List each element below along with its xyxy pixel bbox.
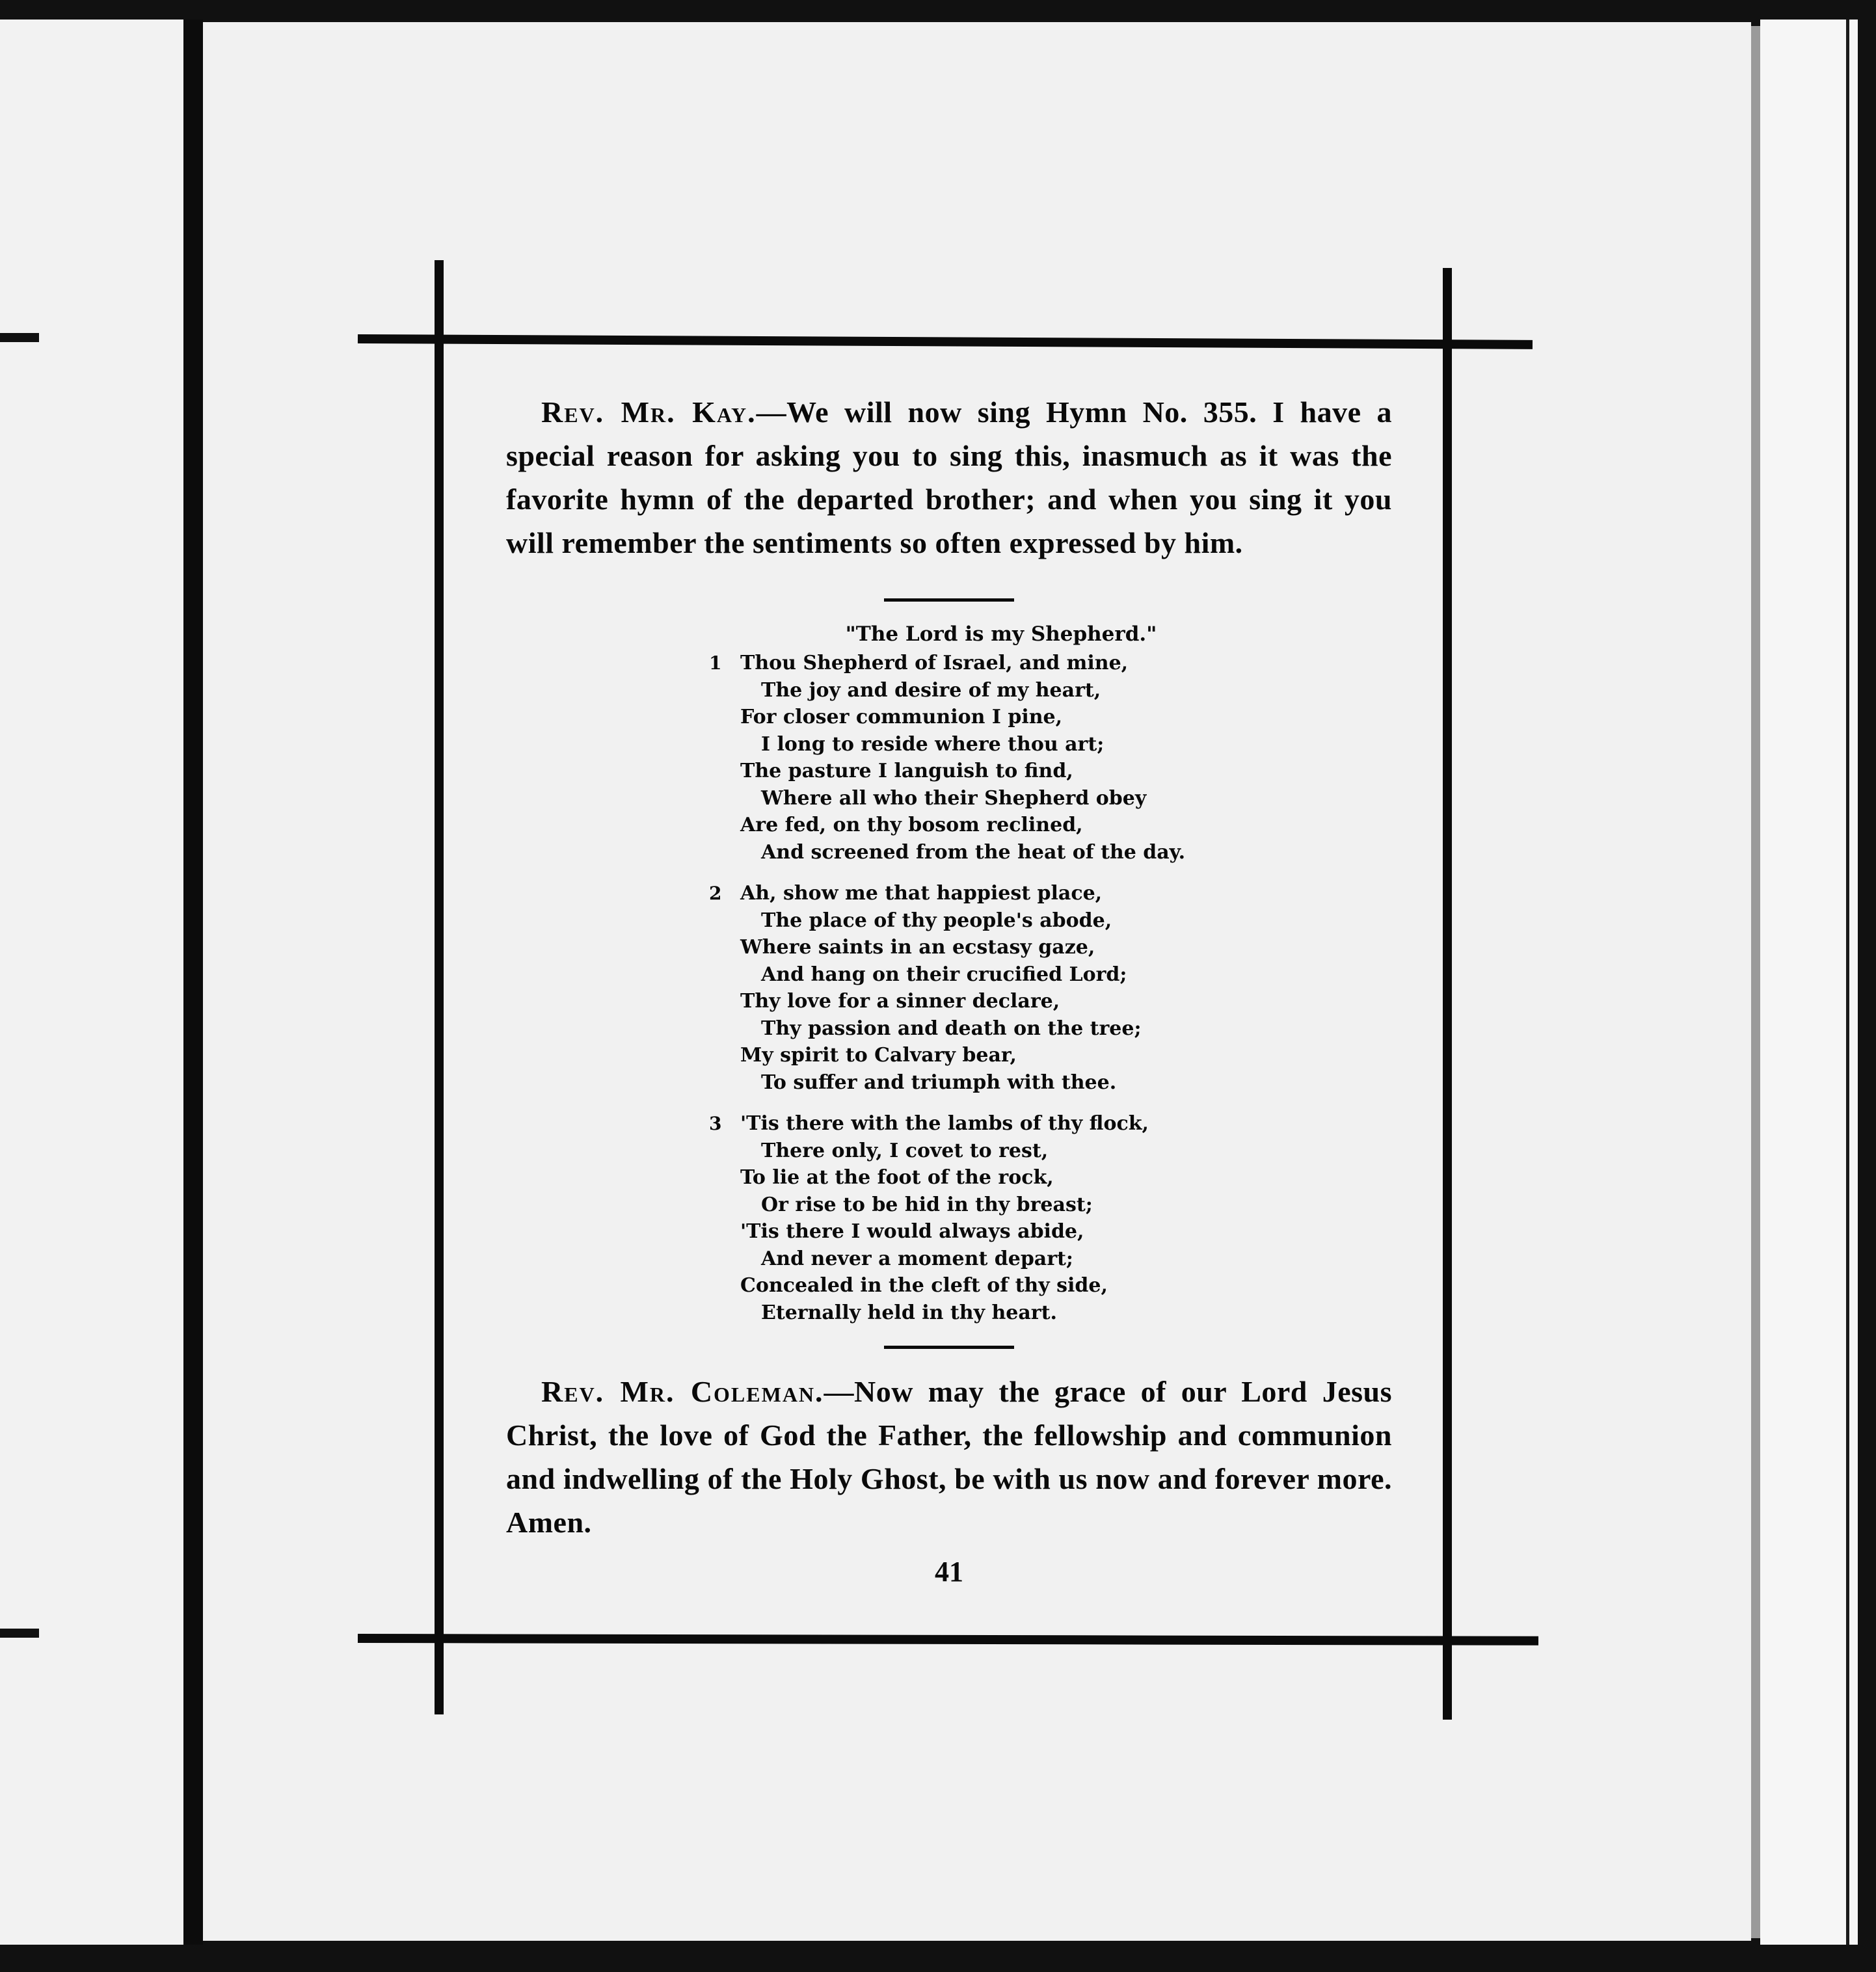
hymn-line: Ah, show me that happiest place, bbox=[740, 882, 1103, 905]
intro-paragraph bbox=[506, 390, 1392, 565]
hymn-stanza bbox=[709, 1110, 1392, 1326]
far-right-edge-line bbox=[1846, 20, 1849, 1945]
hymn-title: "The Lord is my Shepherd." bbox=[845, 622, 1157, 646]
left-page-rule bbox=[0, 333, 39, 342]
hymn-line: Eternally held in thy heart. bbox=[761, 1301, 1057, 1324]
hymn-line: Where all who their Shepherd obey bbox=[761, 786, 1147, 810]
far-right-strip bbox=[1760, 20, 1858, 1945]
hymn-stanza bbox=[709, 880, 1392, 1096]
hymn-line: My spirit to Calvary bear, bbox=[740, 1044, 1017, 1067]
hymn-line: And screened from the heat of the day. bbox=[761, 840, 1186, 864]
page-number: 41 bbox=[935, 1556, 963, 1588]
book-gutter bbox=[183, 20, 203, 1945]
hymn-line: Or rise to be hid in thy breast; bbox=[761, 1193, 1093, 1216]
hymn-line: The place of thy people's abode, bbox=[761, 909, 1112, 932]
speaker-name: Rev. Mr. Coleman. bbox=[541, 1375, 824, 1408]
closing-text: —Now may the grace of our Lord Jesus Christ, the love of God the Father, the fellowship and communion and indwelling of the Holy Ghost, be with us now and forever more. Amen. bbox=[506, 1375, 1392, 1539]
stanza-number: 1 bbox=[709, 652, 722, 674]
page-content bbox=[506, 390, 1392, 1588]
intro-text: —We will now sing Hymn No. 355. I have a special reason for asking you to sing this, inasmuch as it was the favorite hymn of the departed brother; and when you sing it you will remember the sentiments so often expressed by him. bbox=[506, 395, 1392, 559]
hymn-line: Thy love for a sinner declare, bbox=[740, 990, 1060, 1013]
hymn-line: Concealed in the cleft of thy side, bbox=[740, 1274, 1108, 1297]
left-page-rule bbox=[0, 1629, 39, 1638]
hymn-line: For closer communion I pine, bbox=[740, 706, 1063, 728]
hymn-line: The joy and desire of my heart, bbox=[761, 678, 1101, 702]
hymn-line: I long to reside where thou art; bbox=[761, 732, 1105, 756]
stanza-number: 2 bbox=[709, 883, 722, 904]
hymn-line: Are fed, on thy bosom reclined, bbox=[740, 814, 1083, 836]
hymn-line: Thou Shepherd of Israel, and mine, bbox=[740, 652, 1129, 674]
hymn-line: And hang on their crucified Lord; bbox=[761, 963, 1127, 986]
hymn-line: Where saints in an ecstasy gaze, bbox=[740, 936, 1095, 959]
frame-left-rule bbox=[435, 260, 444, 1714]
hymn-line: 'Tis there with the lambs of thy flock, bbox=[740, 1112, 1149, 1135]
hymn-line: And never a moment depart; bbox=[761, 1247, 1073, 1270]
hymn-line: 'Tis there I would always abide, bbox=[740, 1220, 1084, 1243]
page-edge-shadow bbox=[1751, 26, 1760, 1938]
hymn-line: Thy passion and death on the tree; bbox=[761, 1017, 1142, 1040]
hymn-line: To lie at the foot of the rock, bbox=[740, 1166, 1054, 1189]
section-divider bbox=[884, 598, 1014, 602]
frame-right-rule bbox=[1443, 268, 1452, 1720]
closing-paragraph bbox=[506, 1370, 1392, 1544]
speaker-name: Rev. Mr. Kay. bbox=[541, 395, 757, 429]
section-divider bbox=[884, 1346, 1014, 1349]
hymn-stanza bbox=[709, 650, 1392, 866]
hymn-line: The pasture I languish to find, bbox=[740, 760, 1073, 782]
hymn bbox=[506, 621, 1392, 1326]
left-page-fragment bbox=[0, 20, 183, 1945]
hymn-line: There only, I covet to rest, bbox=[761, 1139, 1049, 1162]
stanza-number: 3 bbox=[709, 1113, 722, 1134]
hymn-line: To suffer and triumph with thee. bbox=[761, 1071, 1117, 1094]
